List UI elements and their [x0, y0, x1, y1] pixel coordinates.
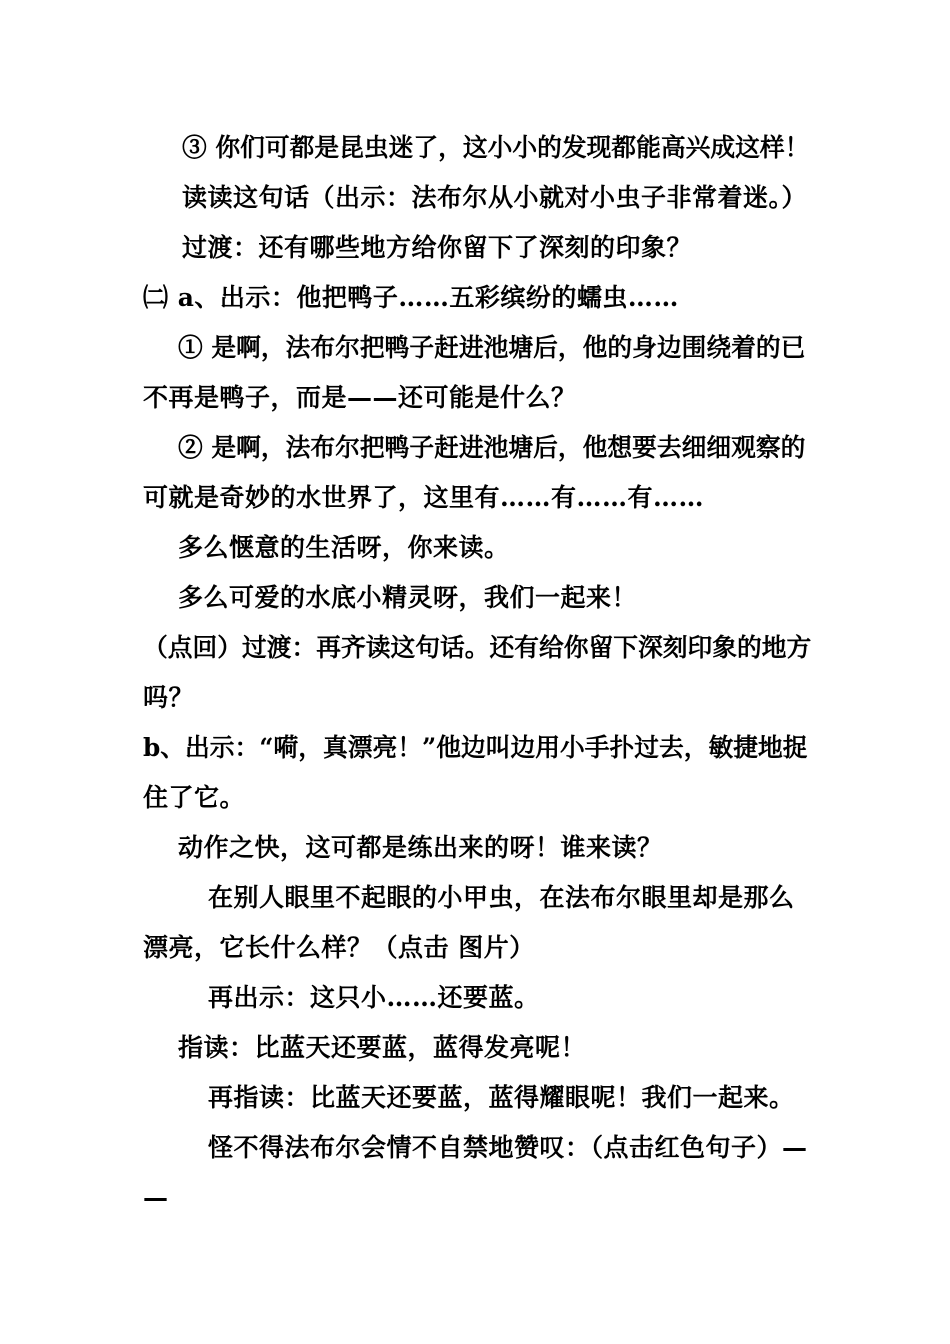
- text-line: 读读这句话（出示：法布尔从小就对小虫子非常着迷。）: [182, 183, 808, 212]
- text-line: 可就是奇妙的水世界了，这里有……有……有……: [143, 483, 705, 512]
- text-line: 住了它。: [143, 783, 246, 812]
- text-line: 动作之快，这可都是练出来的呀！谁来读？: [178, 833, 663, 862]
- text-line: 再指读：比蓝天还要蓝，蓝得耀眼呢！我们一起来。: [208, 1083, 795, 1112]
- text-line: b、出示：“嗬，真漂亮！”他边叫边用小手扑过去，敏捷地捉: [143, 733, 808, 762]
- text-line: 不再是鸭子，而是——还可能是什么？: [143, 383, 577, 412]
- text-line: ② 是啊，法布尔把鸭子赶进池塘后，他想要去细细观察的: [178, 433, 806, 462]
- text-line: ① 是啊，法布尔把鸭子赶进池塘后，他的身边围绕着的已: [178, 333, 806, 362]
- text-line: 指读：比蓝天还要蓝，蓝得发亮呢！: [178, 1033, 587, 1062]
- text-line: ㈡ a、出示：他把鸭子……五彩缤纷的蠕虫……: [143, 283, 679, 312]
- text-line: （点回）过渡：再齐读这句话。还有给你留下深刻印象的地方: [143, 633, 812, 662]
- text-line: 在别人眼里不起眼的小甲虫，在法布尔眼里却是那么: [208, 883, 795, 912]
- text-line: 怪不得法布尔会情不自禁地赞叹：（点击红色句子）—: [208, 1133, 808, 1162]
- text-line: ③ 你们可都是昆虫迷了，这小小的发现都能高兴成这样！: [182, 133, 810, 162]
- text-line: 多么可爱的水底小精灵呀，我们一起来！: [178, 583, 638, 612]
- text-line: 漂亮，它长什么样？（点击 图片）: [143, 933, 535, 962]
- text-line: 过渡：还有哪些地方给你留下了深刻的印象？: [182, 233, 693, 262]
- text-line: 多么惬意的生活呀，你来读。: [178, 533, 510, 562]
- text-line: 再出示：这只小……还要蓝。: [208, 983, 540, 1012]
- text-line: 吗？: [143, 683, 195, 712]
- text-line: —: [143, 1183, 169, 1212]
